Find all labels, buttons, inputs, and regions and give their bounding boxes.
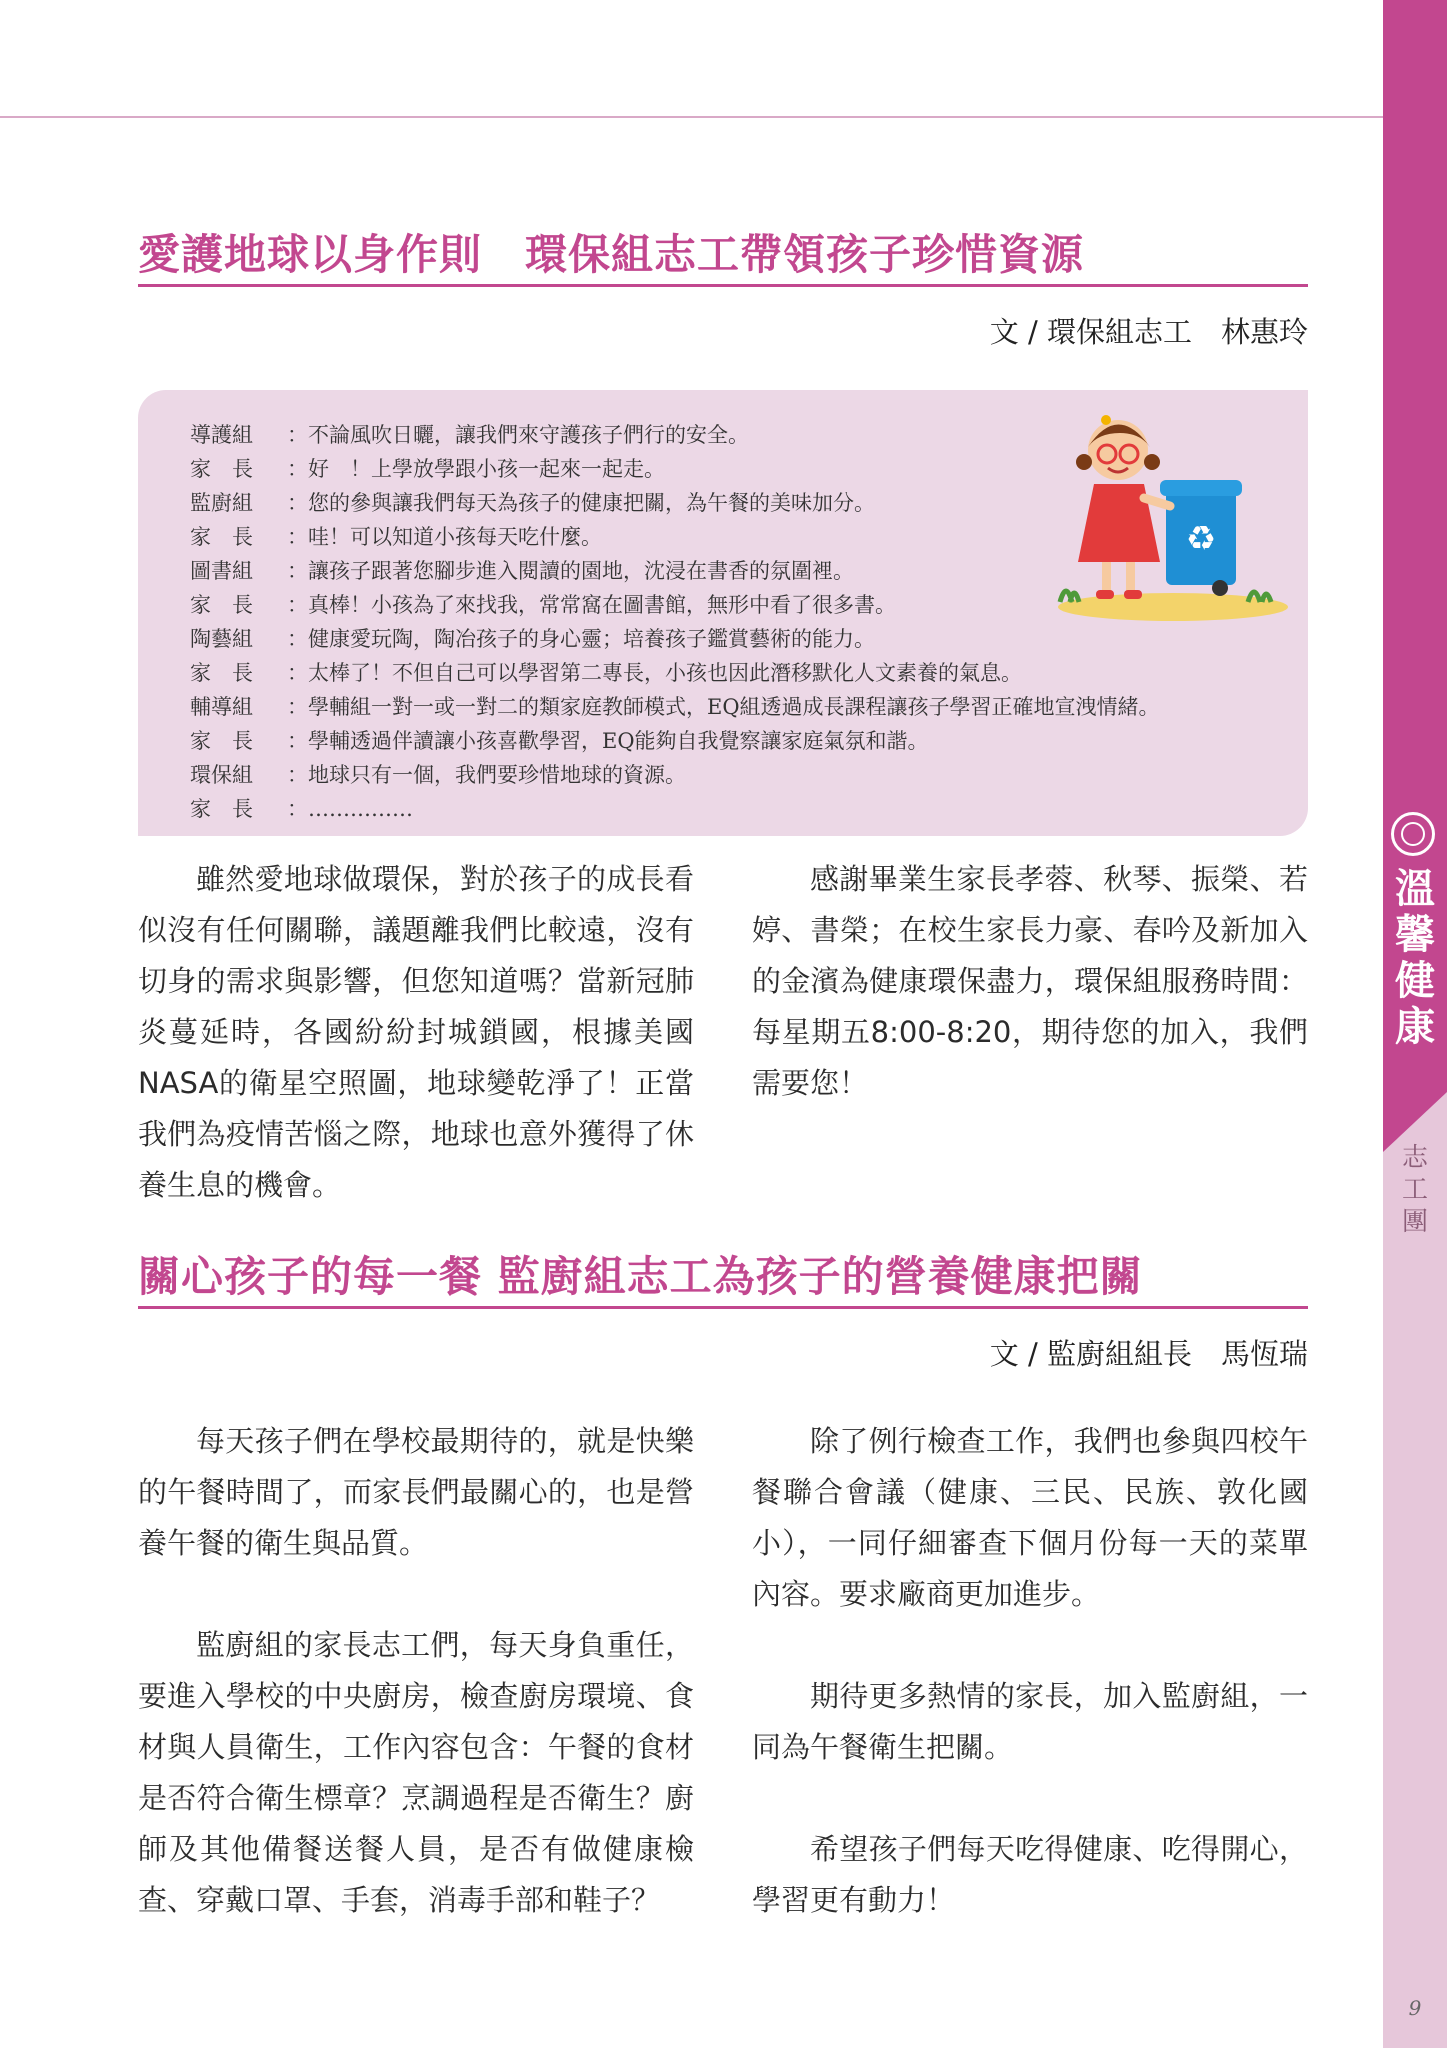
- article1-title: 愛護地球以身作則 環保組志工帶領孩子珍惜資源: [138, 230, 1085, 279]
- paragraph: 每天孩子們在學校最期待的，就是快樂的午餐時間了，而家長們最關心的，也是營養午餐的衛生與品質。: [138, 1424, 694, 1560]
- paragraph: 感謝畢業生家長孝蓉、秋琴、振榮、若婷、書榮；在校生家長力豪、春吟及新加入的金濱為健康環保盡力，環保組服務時間：每星期五8:00-8:20，期待您的加入，我們需要您！: [752, 862, 1308, 1100]
- svg-text:♻: ♻: [1185, 519, 1217, 559]
- dialogue-list: [190, 418, 1160, 826]
- article2-title-rule: [138, 1306, 1308, 1309]
- article2-title: 關心孩子的每一餐 監廚組志工為孩子的營養健康把關: [138, 1252, 1143, 1301]
- paragraph: 除了例行檢查工作，我們也參與四校午餐聯合會議（健康、三民、民族、敦化國小），一同仔細審查下個月份每一天的菜單內容。要求廠商更加進步。: [752, 1424, 1308, 1611]
- dialogue-role: 環保組: [190, 763, 253, 787]
- section-subtitle-char: 志: [1401, 1143, 1428, 1173]
- article2-right-column: [752, 1416, 1308, 1926]
- dialogue-text: 好 ！上學放學跟小孩一起來一起走。: [308, 457, 665, 481]
- dialogue-text: 讓孩子跟著您腳步進入閱讀的園地，沈浸在書香的氛圍裡。: [308, 559, 854, 583]
- article1-right-column: [752, 854, 1308, 1109]
- page-number: 9: [1408, 1996, 1422, 2020]
- dialogue-role: 家 長: [190, 457, 253, 481]
- dialogue-text: 學輔透過伴讀讓小孩喜歡學習，EQ能夠自我覺察讓家庭氣氛和諧。: [308, 729, 929, 753]
- paragraph: 希望孩子們每天吃得健康、吃得開心，學習更有動力！: [752, 1832, 1308, 1917]
- dialogue-colon: ：: [287, 661, 308, 685]
- school-emblem-icon: [1391, 812, 1435, 856]
- dialogue-line: [190, 554, 1160, 588]
- dialogue-colon: ：: [287, 593, 308, 617]
- dialogue-colon: ：: [287, 695, 308, 719]
- dialogue-role: 家 長: [190, 729, 253, 753]
- dialogue-colon: ：: [287, 627, 308, 651]
- dialogue-text: 學輔組一對一或一對二的類家庭教師模式，EQ組透過成長課程讓孩子學習正確地宣洩情緒。: [308, 695, 1160, 719]
- dialogue-colon: ：: [287, 423, 308, 447]
- dialogue-role: 輔導組: [190, 695, 253, 719]
- section-subtitle-char: 工: [1401, 1175, 1428, 1205]
- dialogue-line: [190, 452, 1160, 486]
- paragraph: 期待更多熱情的家長，加入監廚組，一同為午餐衛生把關。: [752, 1679, 1308, 1764]
- dialogue-line: [190, 792, 1160, 826]
- dialogue-line: [190, 486, 1160, 520]
- dialogue-line: [190, 758, 1160, 792]
- dialogue-text: ……………: [308, 797, 413, 821]
- article2-byline: 文 / 監廚組組長 馬恆瑞: [989, 1337, 1308, 1371]
- dialogue-role: 導護組: [190, 423, 253, 447]
- dialogue-colon: ：: [287, 797, 308, 821]
- dialogue-role: 監廚組: [190, 491, 253, 515]
- article1-title-rule: [138, 284, 1308, 287]
- section-title-char: 康: [1395, 1003, 1435, 1050]
- dialogue-line: [190, 622, 1160, 656]
- dialogue-line: [190, 724, 1160, 758]
- dialogue-line: [190, 656, 1160, 690]
- dialogue-role: 家 長: [190, 593, 253, 617]
- dialogue-line: [190, 588, 1160, 622]
- dialogue-line: [190, 690, 1160, 724]
- dialogue-role: 家 長: [190, 525, 253, 549]
- dialogue-role: 家 長: [190, 661, 253, 685]
- dialogue-colon: ：: [287, 729, 308, 753]
- dialogue-role: 陶藝組: [190, 627, 253, 651]
- section-subtitle-vertical: [1383, 1142, 1447, 1238]
- section-subtitle-char: 團: [1401, 1207, 1428, 1237]
- dialogue-text: 健康愛玩陶，陶冶孩子的身心靈；培養孩子鑑賞藝術的能力。: [308, 627, 875, 651]
- section-title-char: 馨: [1395, 911, 1435, 958]
- dialogue-text: 地球只有一個，我們要珍惜地球的資源。: [308, 763, 686, 787]
- article1-byline: 文 / 環保組志工 林惠玲: [989, 315, 1308, 349]
- section-title-vertical: [1383, 866, 1447, 1050]
- girl-recycling-illustration: [1048, 402, 1288, 624]
- dialogue-text: 哇！可以知道小孩每天吃什麼。: [308, 525, 602, 549]
- paragraph: 雖然愛地球做環保，對於孩子的成長看似沒有任何關聯，議題離我們比較遠，沒有切身的需求與影響，但您知道嗎？當新冠肺炎蔓延時，各國紛紛封城鎖國，根據美國NASA的衛星空照圖，地球變乾淨了！正當我們為疫情苦惱之際，地球也意外獲得了休養生息的機會。: [138, 862, 694, 1202]
- dialogue-text: 不論風吹日曬，讓我們來守護孩子們行的安全。: [308, 423, 749, 447]
- section-title-char: 健: [1395, 957, 1435, 1004]
- dialogue-role: 家 長: [190, 797, 253, 821]
- dialogue-line: [190, 418, 1160, 452]
- dialogue-role: 圖書組: [190, 559, 253, 583]
- dialogue-colon: ：: [287, 491, 308, 515]
- article2-left-column: [138, 1416, 694, 1926]
- section-title-char: 溫: [1395, 865, 1435, 912]
- paragraph: 監廚組的家長志工們，每天身負重任，要進入學校的中央廚房，檢查廚房環境、食材與人員衛生，工作內容包含：午餐的食材是否符合衛生標章？烹調過程是否衛生？廚師及其他備餐送餐人員，是否有做健康檢查、穿戴口罩、手套，消毒手部和鞋子？: [138, 1628, 694, 1917]
- dialogue-colon: ：: [287, 525, 308, 549]
- dialogue-line: [190, 520, 1160, 554]
- dialogue-colon: ：: [287, 457, 308, 481]
- dialogue-text: 真棒！小孩為了來找我，常常窩在圖書館，無形中看了很多書。: [308, 593, 896, 617]
- article1-left-column: [138, 854, 694, 1211]
- dialogue-text: 您的參與讓我們每天為孩子的健康把關，為午餐的美味加分。: [308, 491, 875, 515]
- dialogue-colon: ：: [287, 763, 308, 787]
- dialogue-colon: ：: [287, 559, 308, 583]
- dialogue-text: 太棒了！不但自己可以學習第二專長，小孩也因此潛移默化人文素養的氣息。: [308, 661, 1022, 685]
- top-rule: [0, 116, 1383, 118]
